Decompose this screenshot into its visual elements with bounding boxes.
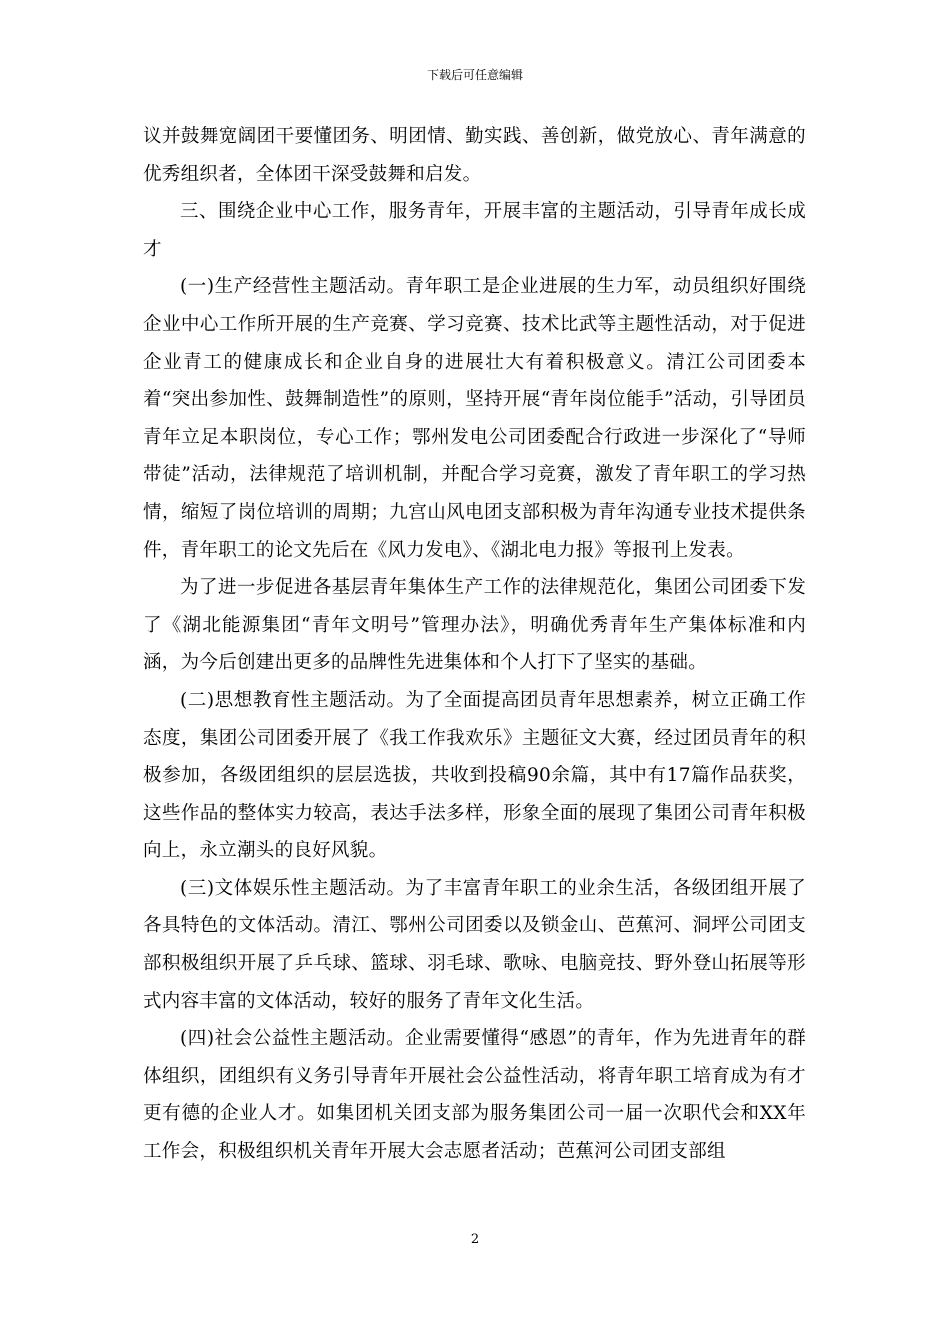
- section-heading: 三、围绕企业中心工作，服务青年，开展丰富的主题活动，引导青年成长成才: [143, 201, 806, 260]
- paragraph-ideological-education: (二)思想教育性主题活动。为了全面提高团员青年思想素养，树立正确工作态度，集团公司团委开展了《我工作我欢乐》主题征文大赛，经过团员青年的积极参加，各级团组织的层层选拔，共收到投稿90余篇，其中有17篇作品获奖，这些作品的整体实力较高，表达手法多样，形象全面的展现了集团公司青年积极向上，永立潮头的良好风貌。: [143, 689, 806, 862]
- page-header: 下载后可任意编辑: [426, 68, 523, 82]
- paragraph-production-activities: (一)生产经营性主题活动。青年职工是企业进展的生力军，动员组织好围绕企业中心工作所开展的生产竞赛、学习竞赛、技术比武等主题性活动，对于促进企业青工的健康成长和企业自身的进展壮大有着积极意义。清江公司团委本着“突出参加性、鼓舞制造性”的原则，坚持开展“青年岗位能手”活动，引导团员青年立足本职岗位，专心工作；鄂州发电公司团委配合行政进一步深化了“导师带徒”活动，法律规范了培训机制，并配合学习竞赛，激发了青年职工的学习热情，缩短了岗位培训的周期；九宫山风电团支部积极为青年沟通专业技术提供条件，青年职工的论文先后在《风力发电》、《湖北电力报》等报刊上发表。: [143, 276, 806, 561]
- paragraph-cultural-sports: (三)文体娱乐性主题活动。为了丰富青年职工的业余生活，各级团组开展了各具特色的文体活动。清江、鄂州公司团委以及锁金山、芭蕉河、洞坪公司团支部积极组织开展了乒乓球、篮球、羽毛球、歌咏、电脑竞技、野外登山拓展等形式内容丰富的文体活动，较好的服务了青年文化生活。: [143, 877, 806, 1012]
- paragraph-continuation: 议并鼓舞宽阔团干要懂团务、明团情、勤实践、善创新，做党放心、青年满意的优秀组织者，全体团干深受鼓舞和启发。: [143, 126, 806, 185]
- document-body: [143, 118, 806, 1171]
- paragraph-standardization: 为了进一步促进各基层青年集体生产工作的法律规范化，集团公司团委下发了《湖北能源集团“青年文明号”管理办法》，明确优秀青年生产集体标准和内涵，为今后创建出更多的品牌性先进集体和个人打下了坚实的基础。: [143, 577, 806, 674]
- paragraph-public-welfare: (四)社会公益性主题活动。企业需要懂得“感恩”的青年，作为先进青年的群体组织，团组织有义务引导青年开展社会公益性活动，将青年职工培育成为有才更有德的企业人才。如集团机关团支部为服务集团公司一届一次职代会和XX年工作会，积极组织机关青年开展大会志愿者活动；芭蕉河公司团支部组: [143, 1028, 806, 1163]
- page-number: 2: [470, 1232, 480, 1247]
